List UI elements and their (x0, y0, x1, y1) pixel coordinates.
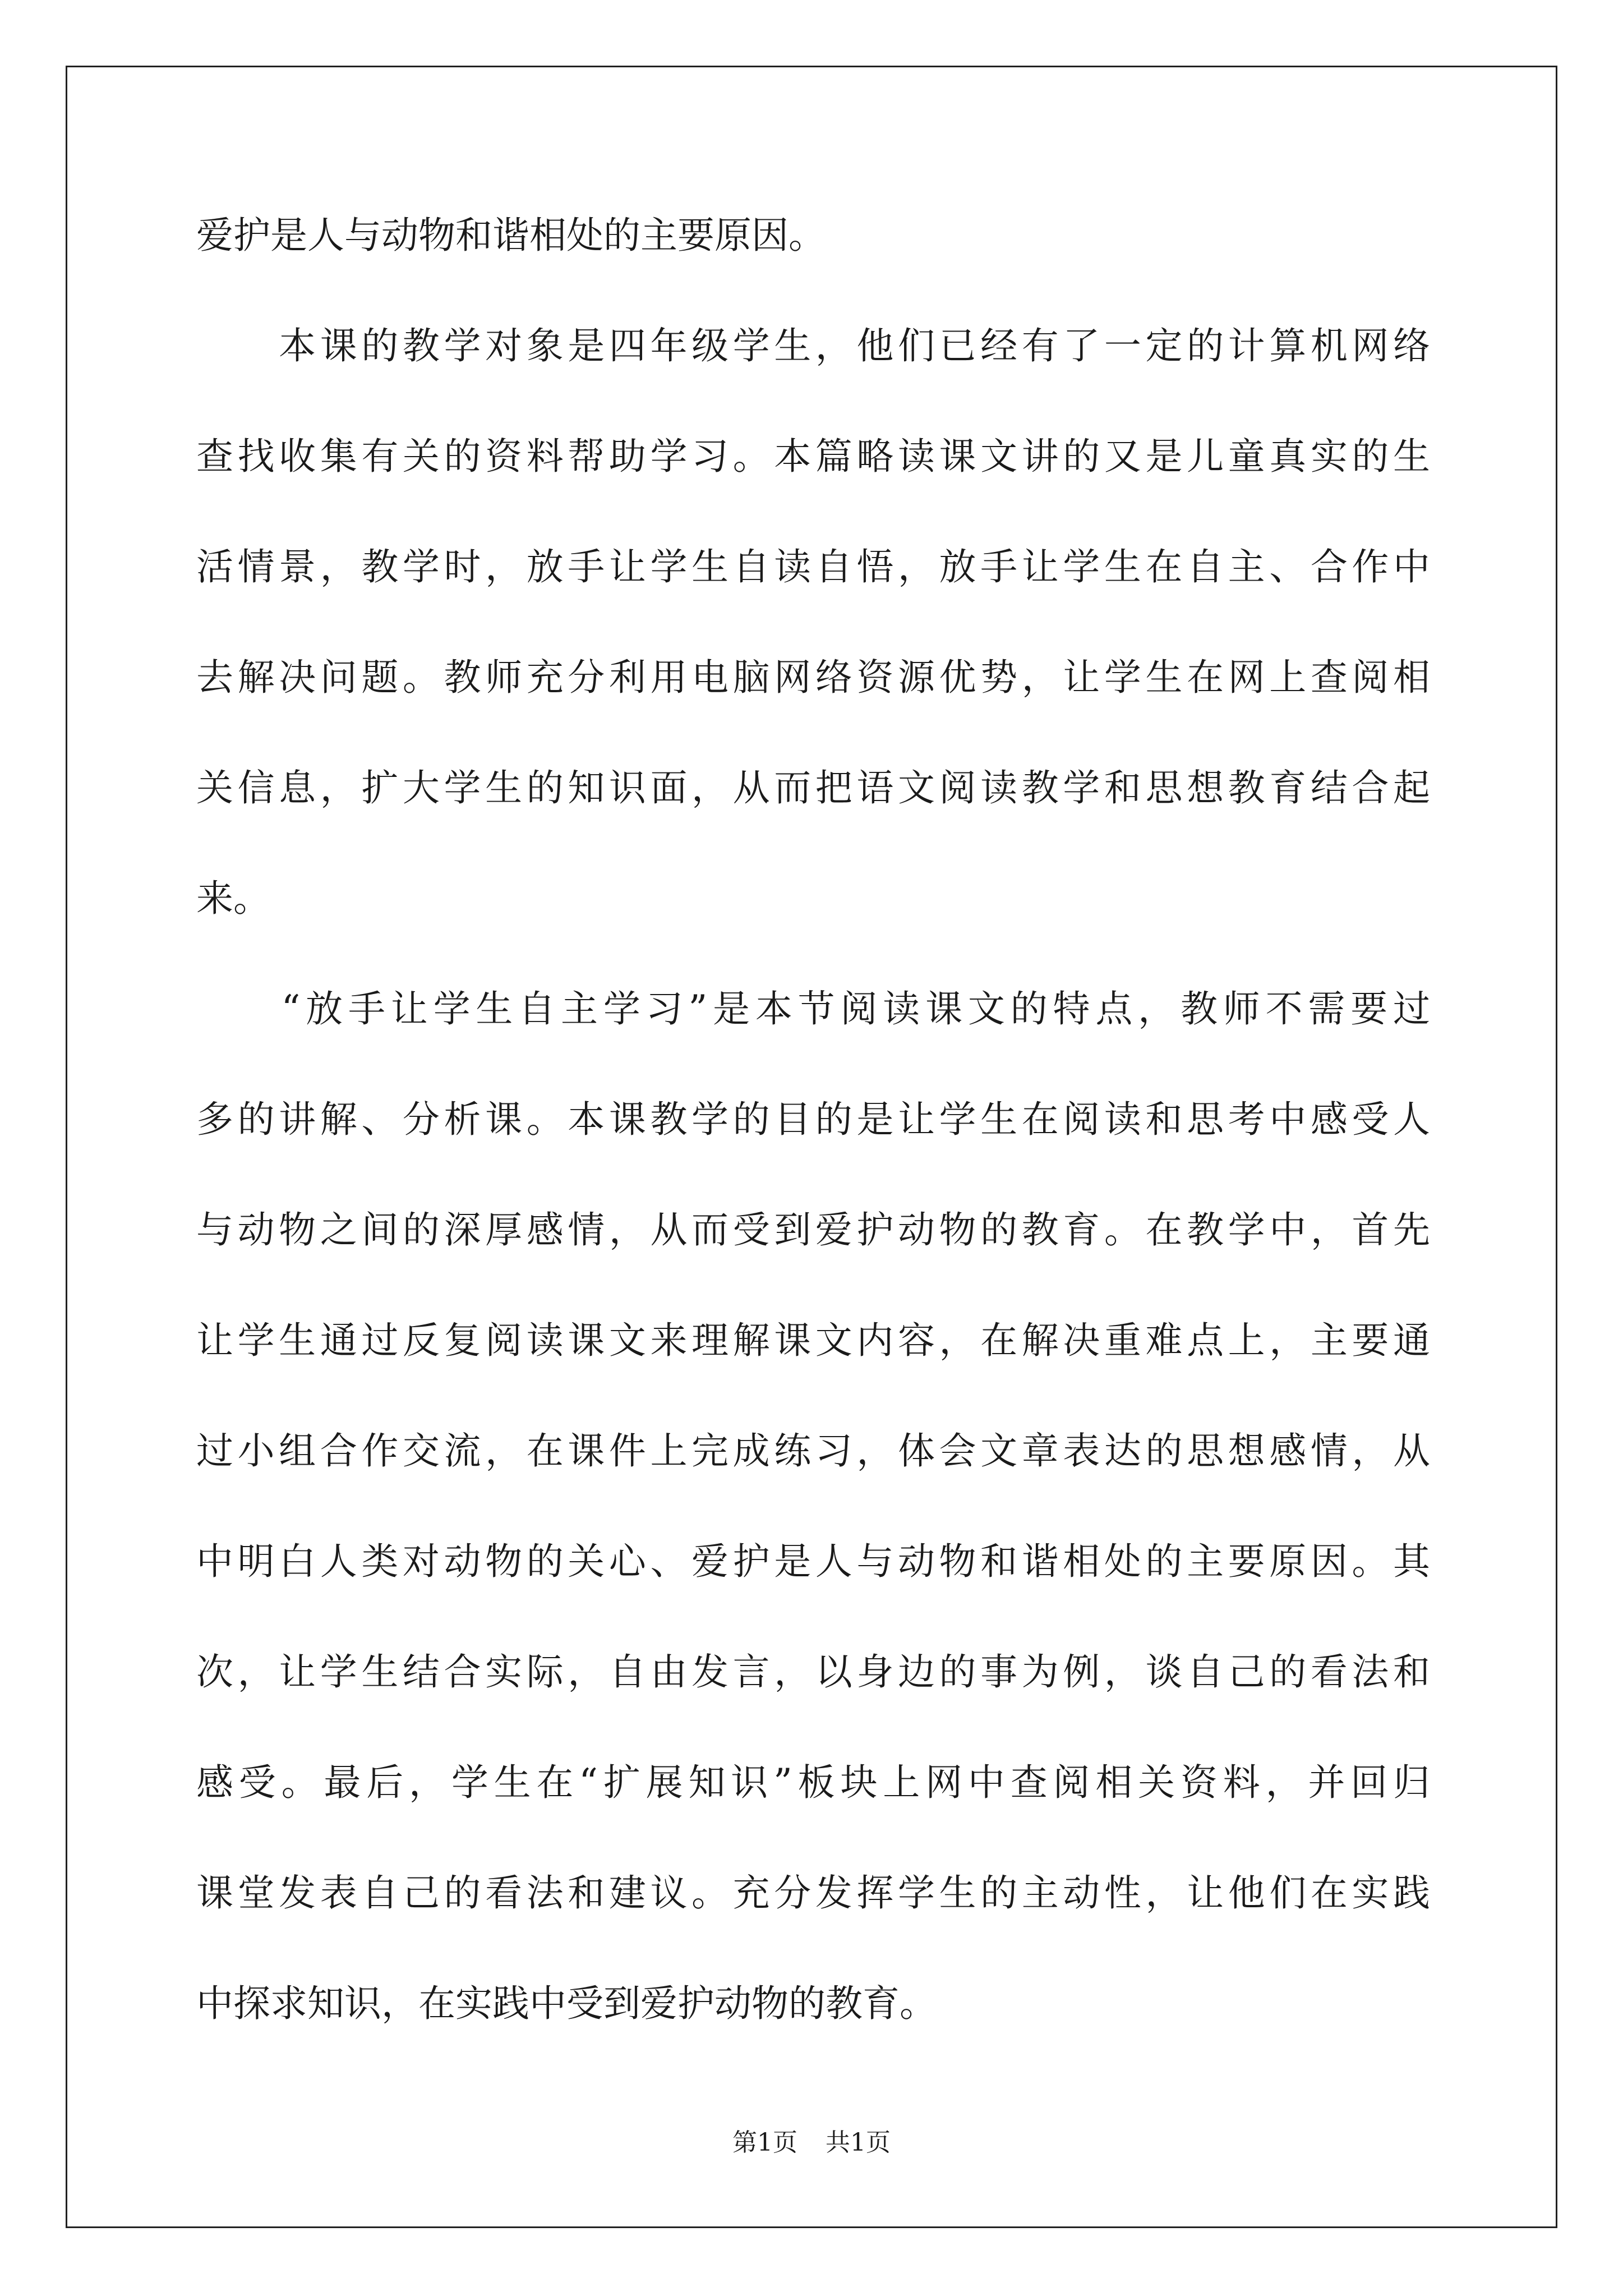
text-line: 去解决问题。教师充分利用电脑网络资源优势，让学生在网上查阅相 (196, 656, 1430, 699)
page-total: 共1页 (826, 2128, 891, 2157)
page-footer (0, 2126, 1623, 2160)
text-line: 中探求知识，在实践中受到爱护动物的教育。 (196, 1982, 937, 2025)
page-number: 第1页 (732, 2128, 797, 2157)
text-line: 多的讲解、分析课。本课教学的目的是让学生在阅读和思考中感受人 (196, 1098, 1430, 1141)
text-line: 过小组合作交流，在课件上完成练习，体会文章表达的思想感情，从 (196, 1429, 1430, 1473)
text-line: 课堂发表自己的看法和建议。充分发挥学生的主动性，让他们在实践 (196, 1871, 1430, 1915)
text-line: 本课的教学对象是四年级学生，他们已经有了一定的计算机网络 (196, 324, 1430, 367)
text-line: 活情景，教学时，放手让学生自读自悟，放手让学生在自主、合作中 (196, 545, 1430, 588)
document-body (196, 202, 1430, 2081)
text-line: 与动物之间的深厚感情，从而受到爱护动物的教育。在教学中，首先 (196, 1208, 1430, 1251)
text-line: 来。 (196, 877, 270, 920)
text-line: 中明白人类对动物的关心、爱护是人与动物和谐相处的主要原因。其 (196, 1540, 1430, 1583)
text-line: 查找收集有关的资料帮助学习。本篇略读课文讲的又是儿童真实的生 (196, 435, 1430, 478)
text-line: 次，让学生结合实际，自由发言，以身边的事为例，谈自己的看法和 (196, 1650, 1430, 1694)
text-line: “放手让学生自主学习”是本节阅读课文的特点，教师不需要过 (196, 987, 1430, 1030)
text-line: 感受。最后，学生在“扩展知识”板块上网中查阅相关资料，并回归 (196, 1761, 1430, 1804)
text-line: 关信息，扩大学生的知识面，从而把语文阅读教学和思想教育结合起 (196, 766, 1430, 809)
text-line: 爱护是人与动物和谐相处的主要原因。 (196, 214, 826, 257)
text-line: 让学生通过反复阅读课文来理解课文内容，在解决重难点上，主要通 (196, 1319, 1430, 1362)
